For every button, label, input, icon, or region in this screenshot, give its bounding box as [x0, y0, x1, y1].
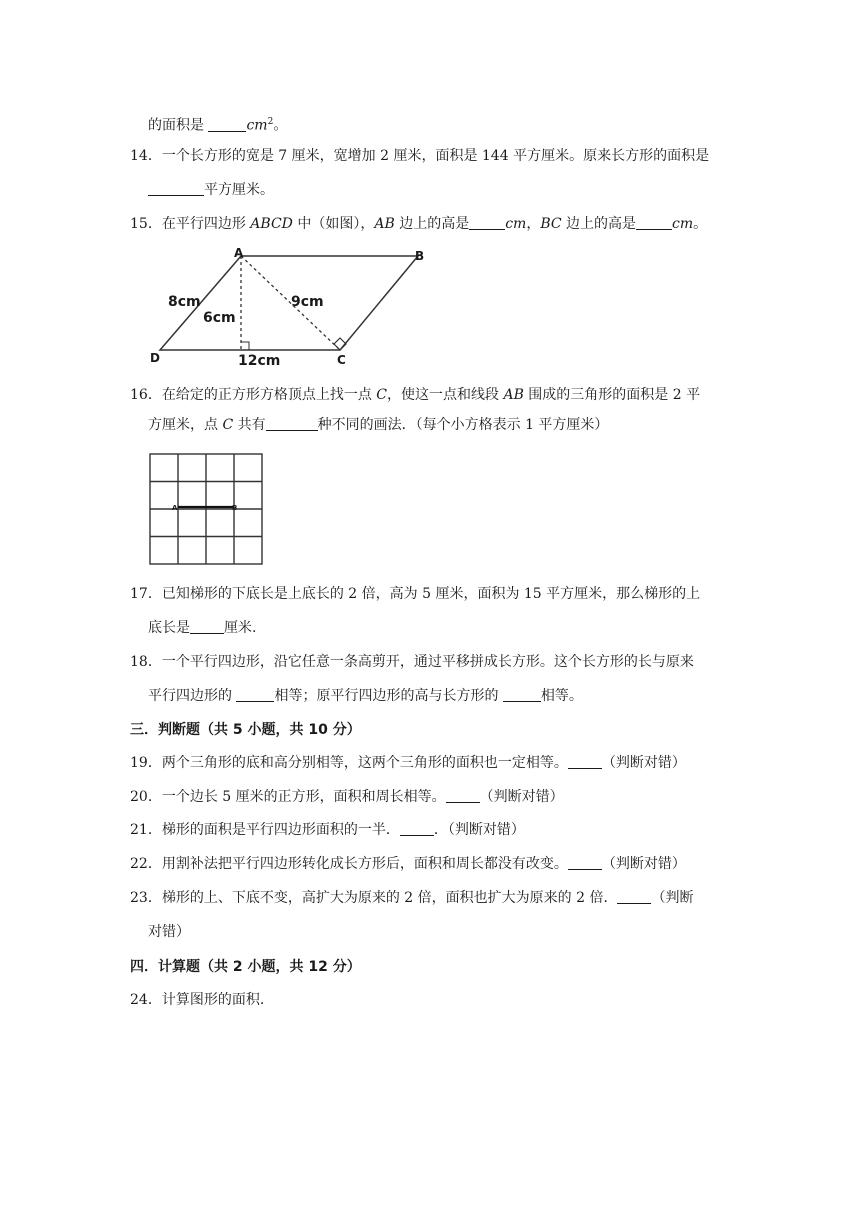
answer-blank[interactable]: [266, 416, 318, 431]
answer-blank[interactable]: [469, 215, 505, 230]
vertex-C: C: [337, 353, 346, 367]
answer-blank[interactable]: [236, 687, 274, 702]
answer-blank[interactable]: [190, 619, 224, 634]
question-18: 18．一个平行四边形，沿它任意一条高剪开，通过平移拼成长方形。这个长方形的长与原来: [130, 654, 694, 670]
answer-blank[interactable]: [446, 788, 480, 803]
question-23: 23．梯形的上、下底不变，高扩大为原来的 2 倍，面积也扩大为原来的 2 倍． （判断: [130, 890, 694, 906]
vertex-B: B: [415, 249, 425, 263]
answer-blank[interactable]: [400, 821, 434, 836]
section-4-heading: 四．计算题（共 2 小题，共 12 分）: [130, 959, 361, 975]
question-16-line2: 方厘米，点 C 共有 种不同的画法．（每个小方格表示 1 平方厘米）: [148, 417, 609, 433]
question-14-line2: 平方厘米。: [148, 180, 274, 200]
question-14: 14．一个长方形的宽是 7 厘米，宽增加 2 厘米，面积是 144 平方厘米。原来长方形的面积是: [130, 148, 710, 164]
side-label: 8cm: [168, 294, 201, 310]
base-label: 12cm: [238, 353, 281, 369]
diagonal-label: 9cm: [291, 294, 324, 310]
question-16: 16．在给定的正方形方格顶点上找一点 C，使这一点和线段 AB 围成的三角形的面积是 2 平: [130, 387, 701, 403]
height-label: 6cm: [203, 310, 236, 326]
answer-blank[interactable]: [568, 855, 602, 870]
q13-tail: 的面积是 $cm^2$。: [148, 117, 288, 134]
answer-blank[interactable]: [636, 215, 672, 230]
vertex-A: A: [234, 246, 244, 260]
parallelogram-figure: [148, 244, 438, 369]
square-grid-figure: [146, 448, 266, 568]
question-20: 20．一个边长 5 厘米的正方形，面积和周长相等。 （判断对错）: [130, 789, 564, 805]
point-B: B: [232, 504, 238, 512]
question-23-line2: 对错）: [148, 924, 190, 940]
question-17-line2: 底长是 厘米.: [148, 620, 257, 636]
question-17: 17．已知梯形的下底长是上底长的 2 倍，高为 5 厘米，面积为 15 平方厘米，那么梯形的上: [130, 586, 701, 602]
question-19: 19．两个三角形的底和高分别相等，这两个三角形的面积也一定相等。 （判断对错）: [130, 755, 686, 771]
answer-blank[interactable]: [568, 754, 602, 769]
question-15: 15．在平行四边形 ABCD 中（如图），AB 边上的高是 cm，BC 边上的高是 cm。: [130, 216, 708, 232]
question-21: 21．梯形的面积是平行四边形面积的一半． ．（判断对错）: [130, 822, 525, 838]
question-22: 22．用割补法把平行四边形转化成长方形后，面积和周长都没有改变。 （判断对错）: [130, 856, 686, 872]
question-24: 24．计算图形的面积.: [130, 992, 265, 1008]
section-3-heading: 三．判断题（共 5 小题，共 10 分）: [130, 722, 361, 738]
answer-blank[interactable]: [208, 117, 246, 132]
vertex-D: D: [150, 351, 160, 365]
point-A: A: [172, 504, 178, 512]
question-18-line2: 平行四边形的 相等；原平行四边形的高与长方形的 相等。: [148, 688, 583, 704]
answer-blank[interactable]: [503, 687, 541, 702]
answer-blank[interactable]: [617, 889, 651, 904]
answer-blank[interactable]: [148, 181, 204, 196]
